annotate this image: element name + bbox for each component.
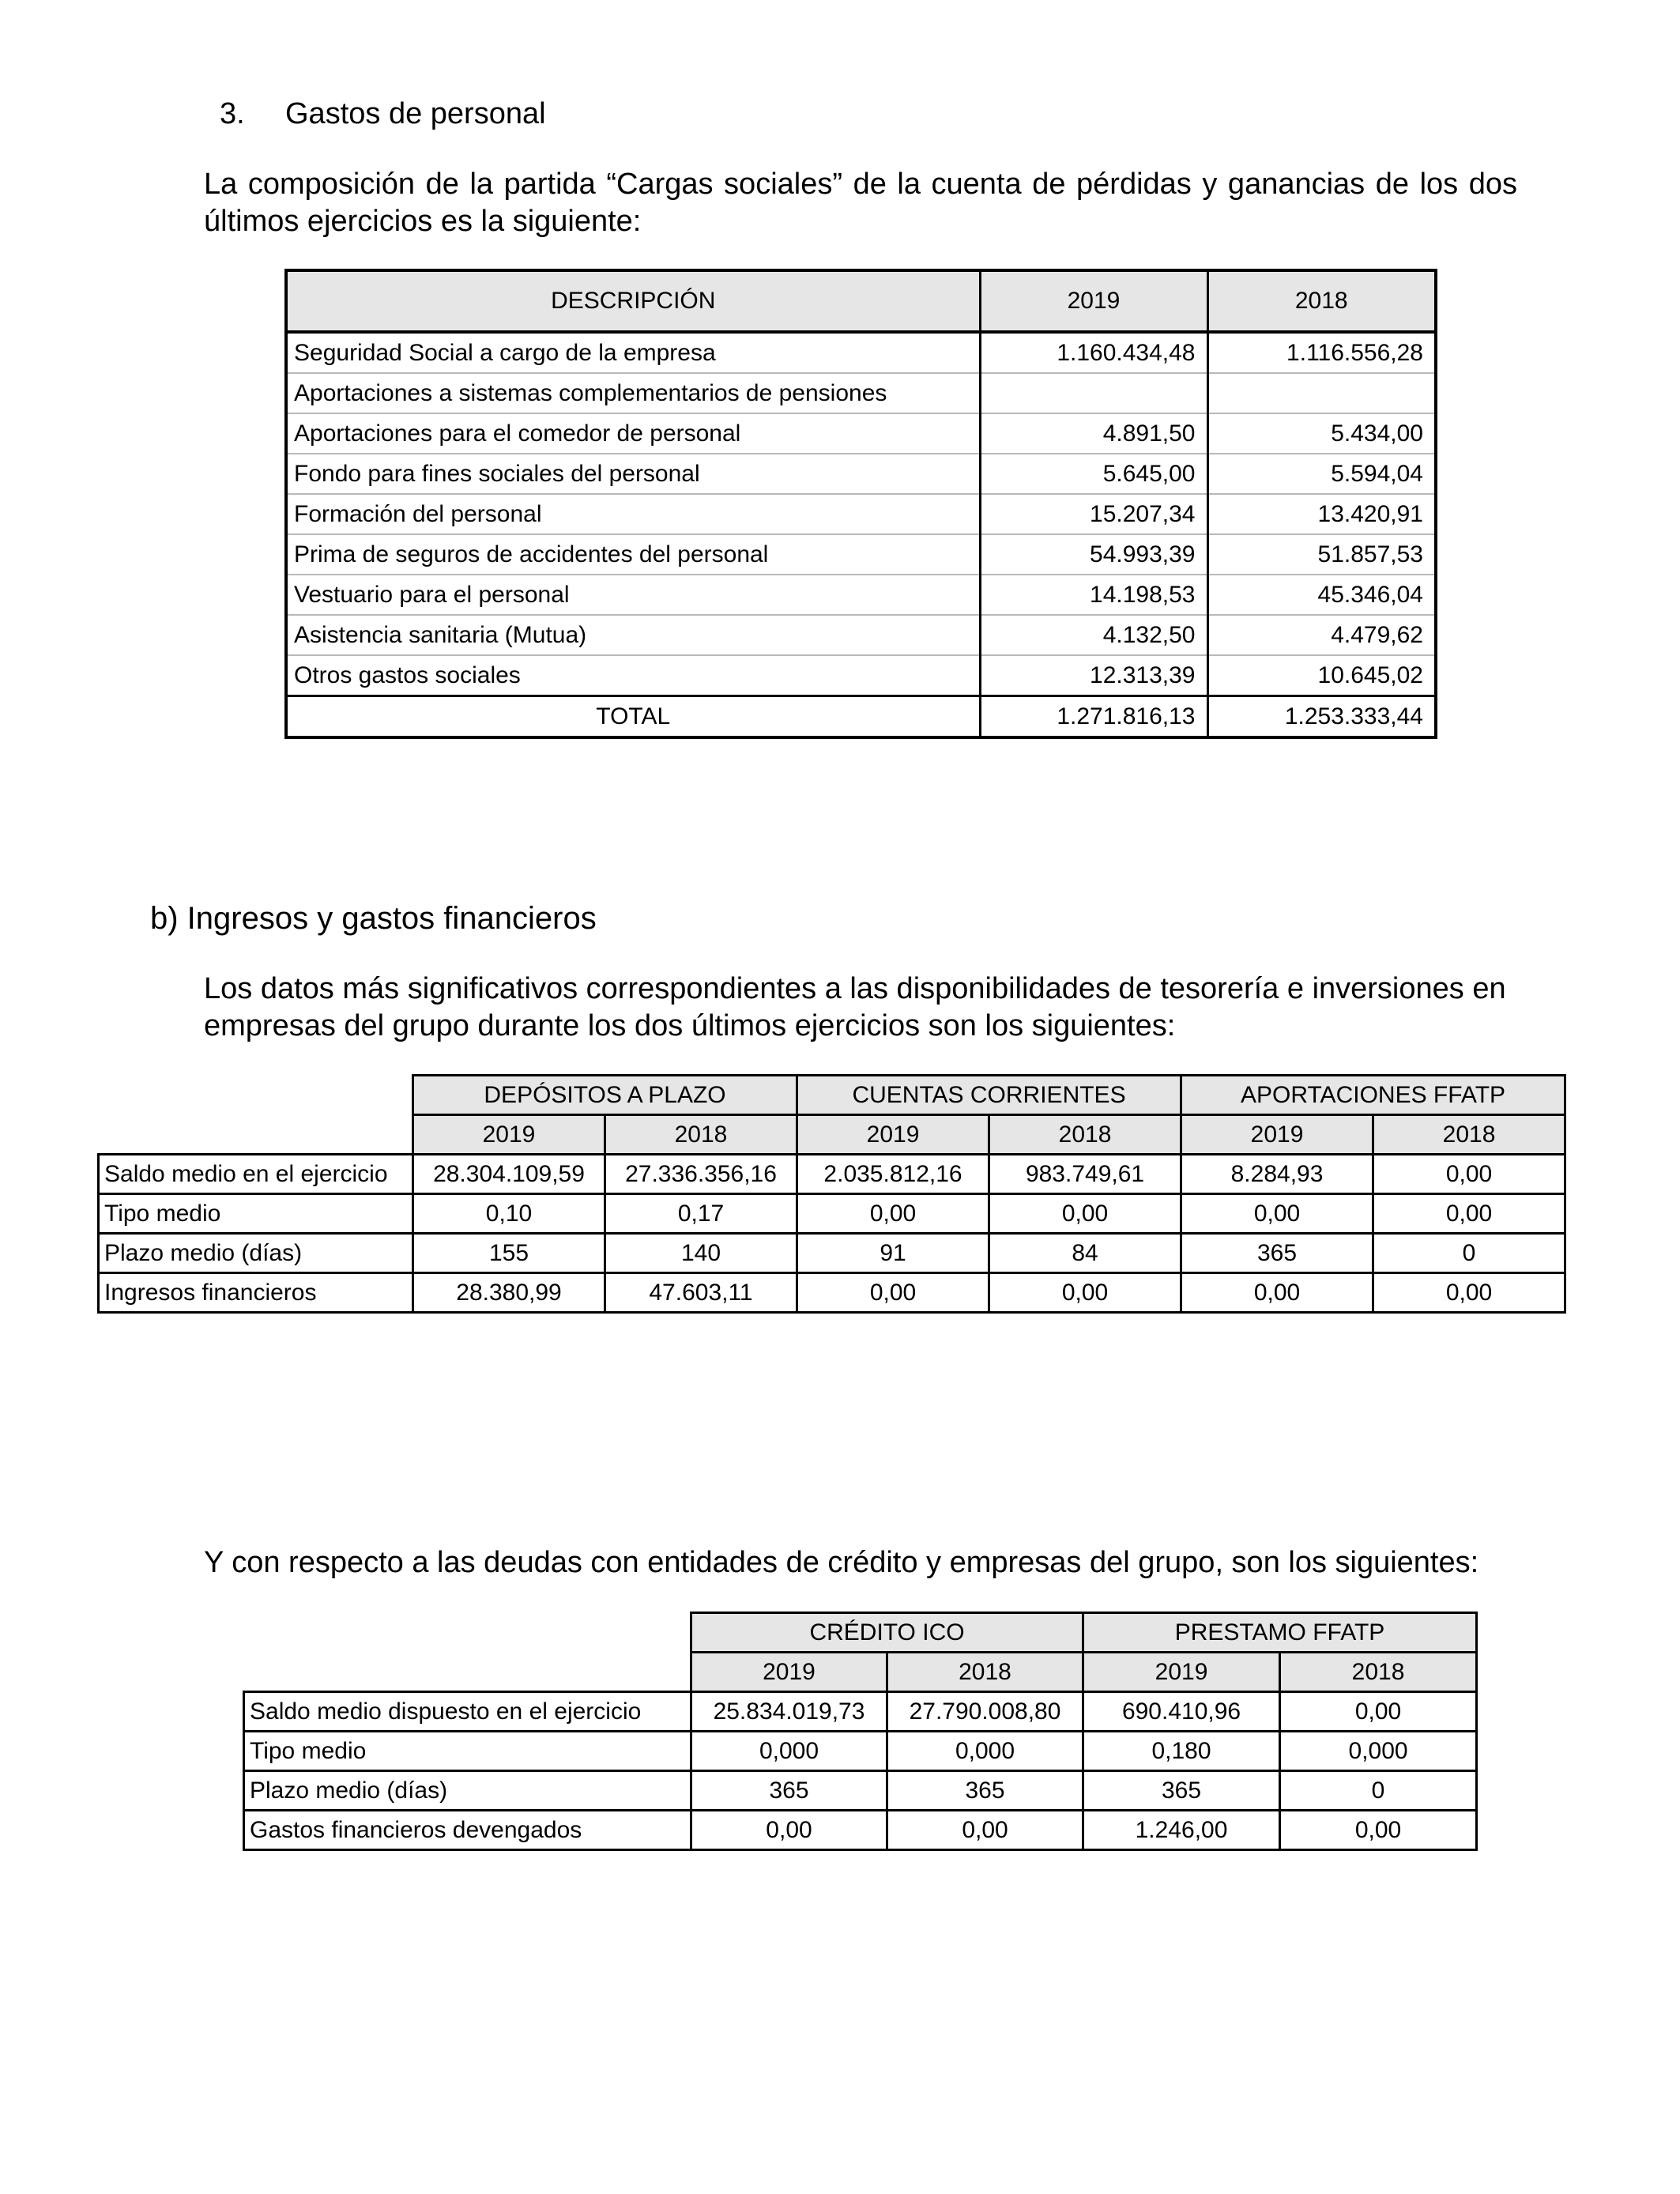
cell-value: 690.410,96 (1083, 1692, 1280, 1732)
total-label: TOTAL (286, 696, 980, 738)
cell-value: 27.336.356,16 (605, 1155, 797, 1194)
table-row (286, 413, 1436, 454)
table-row (244, 1771, 1477, 1811)
year-header: 2019 (1181, 1115, 1373, 1155)
section-number: 3. (220, 97, 245, 130)
cell-value: 0,180 (1083, 1732, 1280, 1771)
year-header: 2018 (887, 1653, 1083, 1692)
row-description: Prima de seguros de accidentes del personal (286, 534, 980, 575)
column-header: 2019 (980, 270, 1207, 332)
row-label: Plazo medio (días) (99, 1234, 413, 1273)
value-2019: 54.993,39 (980, 534, 1207, 575)
year-header: 2018 (989, 1115, 1181, 1155)
value-2019: 1.160.434,48 (980, 332, 1207, 373)
row-description: Otros gastos sociales (286, 655, 980, 696)
cell-value: 84 (989, 1234, 1181, 1273)
cell-value: 0,00 (1181, 1273, 1373, 1313)
year-header-row (99, 1115, 1565, 1155)
cell-value: 0,00 (797, 1194, 989, 1234)
cell-value: 0,00 (887, 1811, 1083, 1850)
value-2018 (1207, 373, 1436, 413)
row-description: Vestuario para el personal (286, 575, 980, 615)
row-label: Saldo medio dispuesto en el ejercicio (244, 1692, 691, 1732)
group-header: PRESTAMO FFATP (1083, 1613, 1477, 1653)
cell-value: 155 (413, 1234, 605, 1273)
table-row (244, 1811, 1477, 1850)
cell-value: 365 (1181, 1234, 1373, 1273)
cell-value: 365 (1083, 1771, 1280, 1811)
year-header: 2018 (1280, 1653, 1477, 1692)
table-row (99, 1194, 1565, 1234)
row-description: Aportaciones a sistemas complementarios de pensiones (286, 373, 980, 413)
year-header: 2018 (1373, 1115, 1565, 1155)
value-2018: 51.857,53 (1207, 534, 1436, 575)
row-description: Asistencia sanitaria (Mutua) (286, 615, 980, 655)
total-2018: 1.253.333,44 (1207, 696, 1436, 738)
table-row (99, 1273, 1565, 1313)
cell-value: 8.284,93 (1181, 1155, 1373, 1194)
group-header: DEPÓSITOS A PLAZO (413, 1076, 797, 1115)
year-header: 2018 (605, 1115, 797, 1155)
cell-value: 0,00 (1280, 1692, 1477, 1732)
total-2019: 1.271.816,13 (980, 696, 1207, 738)
row-label: Tipo medio (244, 1732, 691, 1771)
cell-value: 25.834.019,73 (691, 1692, 887, 1732)
cell-value: 140 (605, 1234, 797, 1273)
row-description: Fondo para fines sociales del personal (286, 454, 980, 494)
value-2018: 10.645,02 (1207, 655, 1436, 696)
section-title: Gastos de personal (285, 97, 546, 130)
value-2018: 5.434,00 (1207, 413, 1436, 454)
deudas-intro: Y con respecto a las deudas con entidades de crédito y empresas del grupo, son los siguientes: (204, 1546, 1479, 1579)
cargas-sociales-table (284, 269, 1437, 739)
cell-value: 1.246,00 (1083, 1811, 1280, 1850)
cell-value: 0 (1280, 1771, 1477, 1811)
row-label: Gastos financieros devengados (244, 1811, 691, 1850)
cell-value: 0,00 (797, 1273, 989, 1313)
column-header: DESCRIPCIÓN (286, 270, 980, 332)
cell-value: 0,00 (1373, 1194, 1565, 1234)
group-header: CRÉDITO ICO (691, 1613, 1083, 1653)
group-header: APORTACIONES FFATP (1181, 1076, 1565, 1115)
year-header: 2019 (691, 1653, 887, 1692)
value-2018: 5.594,04 (1207, 454, 1436, 494)
value-2019 (980, 373, 1207, 413)
table-row (286, 332, 1436, 373)
year-header-row (244, 1653, 1477, 1692)
row-description: Formación del personal (286, 494, 980, 534)
ingresos-financieros-table (97, 1074, 1566, 1314)
section-b-intro: Los datos más significativos correspondientes a las disponibilidades de tesorería e inversiones en empresas del grupo durante los dos últimos ejercicios son los siguientes: (204, 972, 1506, 1042)
cell-value: 0,00 (1373, 1155, 1565, 1194)
value-2018: 13.420,91 (1207, 494, 1436, 534)
cell-value: 28.304.109,59 (413, 1155, 605, 1194)
table-row (286, 373, 1436, 413)
cell-value: 0,000 (691, 1732, 887, 1771)
cell-value: 0,17 (605, 1194, 797, 1234)
table-row (286, 494, 1436, 534)
year-header: 2019 (1083, 1653, 1280, 1692)
total-row (286, 696, 1436, 738)
cell-value: 0 (1373, 1234, 1565, 1273)
table-row (99, 1155, 1565, 1194)
cell-value: 91 (797, 1234, 989, 1273)
year-header: 2019 (413, 1115, 605, 1155)
section-intro: La composición de la partida “Cargas sociales” de la cuenta de pérdidas y ganancias de los dos últimos ejercicios es la siguiente: (204, 168, 1517, 238)
table-row (286, 534, 1436, 575)
table-row (244, 1732, 1477, 1771)
value-2019: 4.132,50 (980, 615, 1207, 655)
cell-value: 983.749,61 (989, 1155, 1181, 1194)
value-2018: 45.346,04 (1207, 575, 1436, 615)
row-label: Tipo medio (99, 1194, 413, 1234)
year-header: 2019 (797, 1115, 989, 1155)
column-header: 2018 (1207, 270, 1436, 332)
cell-value: 0,00 (691, 1811, 887, 1850)
table-row (244, 1692, 1477, 1732)
cell-value: 0,00 (1280, 1811, 1477, 1850)
row-label: Ingresos financieros (99, 1273, 413, 1313)
group-header-row (244, 1613, 1477, 1653)
cell-value: 0,00 (1373, 1273, 1565, 1313)
cell-value: 365 (691, 1771, 887, 1811)
section-b-title: b) Ingresos y gastos financieros (150, 901, 597, 936)
table-row (286, 655, 1436, 696)
cell-value: 47.603,11 (605, 1273, 797, 1313)
row-label: Plazo medio (días) (244, 1771, 691, 1811)
value-2019: 12.313,39 (980, 655, 1207, 696)
value-2018: 1.116.556,28 (1207, 332, 1436, 373)
cell-value: 27.790.008,80 (887, 1692, 1083, 1732)
cell-value: 2.035.812,16 (797, 1155, 989, 1194)
value-2019: 15.207,34 (980, 494, 1207, 534)
row-description: Seguridad Social a cargo de la empresa (286, 332, 980, 373)
row-description: Aportaciones para el comedor de personal (286, 413, 980, 454)
table-header-row (286, 270, 1436, 332)
value-2019: 4.891,50 (980, 413, 1207, 454)
cell-value: 0,00 (1181, 1194, 1373, 1234)
group-header: CUENTAS CORRIENTES (797, 1076, 1181, 1115)
value-2018: 4.479,62 (1207, 615, 1436, 655)
table-row (99, 1234, 1565, 1273)
table-row (286, 615, 1436, 655)
cell-value: 28.380,99 (413, 1273, 605, 1313)
deudas-table (243, 1612, 1478, 1851)
table-row (286, 575, 1436, 615)
value-2019: 14.198,53 (980, 575, 1207, 615)
cell-value: 0,000 (887, 1732, 1083, 1771)
value-2019: 5.645,00 (980, 454, 1207, 494)
cell-value: 0,00 (989, 1194, 1181, 1234)
cell-value: 0,10 (413, 1194, 605, 1234)
cell-value: 365 (887, 1771, 1083, 1811)
cell-value: 0,000 (1280, 1732, 1477, 1771)
row-label: Saldo medio en el ejercicio (99, 1155, 413, 1194)
table-row (286, 454, 1436, 494)
cell-value: 0,00 (989, 1273, 1181, 1313)
group-header-row (99, 1076, 1565, 1115)
